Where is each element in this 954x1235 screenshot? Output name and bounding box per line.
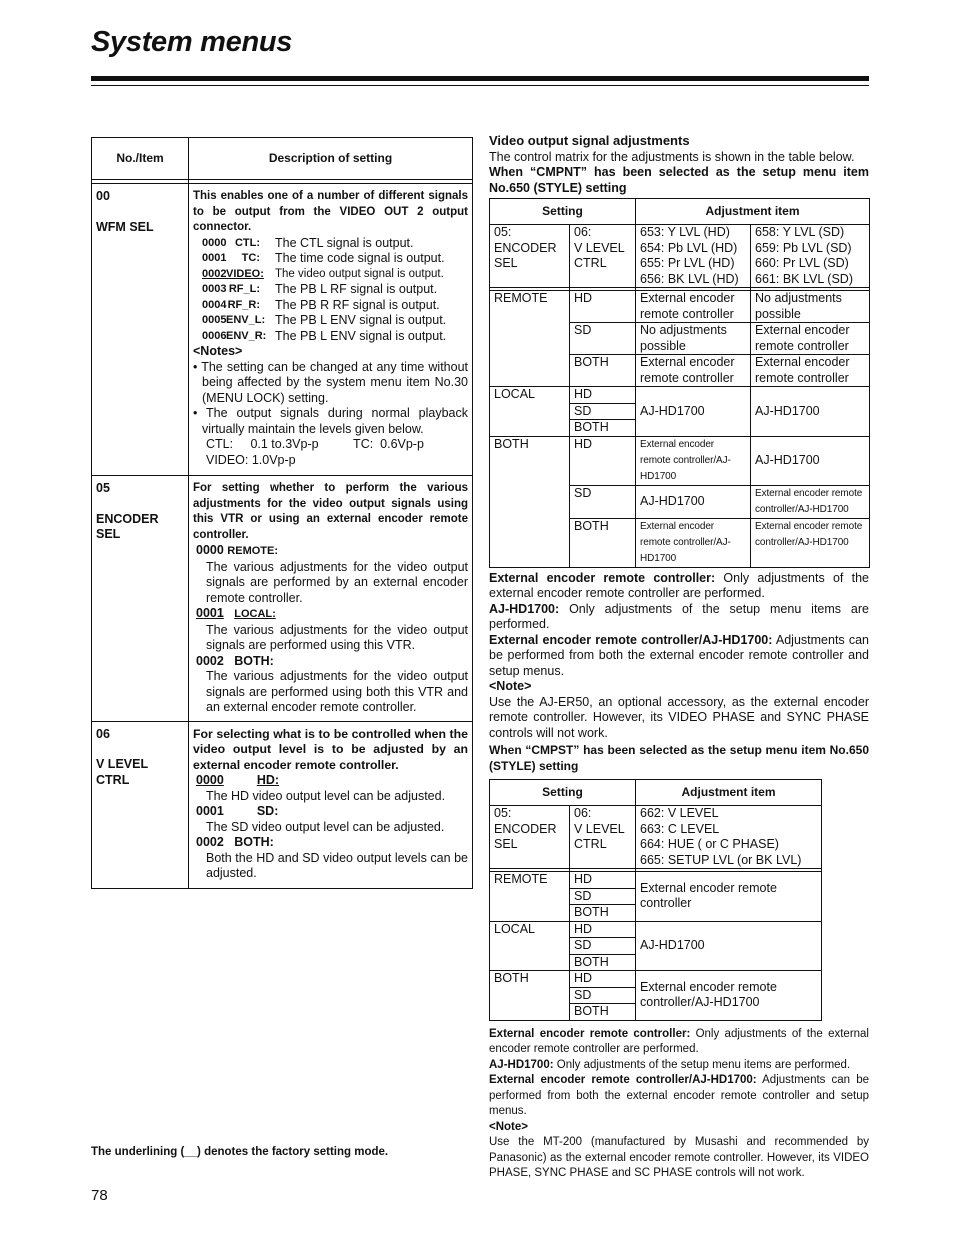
table-cell: AJ-HD1700 [751, 436, 870, 485]
note-text: Use the MT-200 (manufactured by Musashi and recommended by Panasonic) as the external encoder remote controller. However, its VIDEO PHASE, SYNC PHASE and SC PHASE controls will not work. [489, 1136, 869, 1179]
option-line: 0005 ENV_L: The PB L ENV signal is output. [202, 313, 447, 327]
col-setting: Setting [490, 780, 636, 806]
option-desc: The various adjustments for the video output signals are performed by an external encoder remote controller. [206, 559, 468, 605]
right-column [489, 133, 869, 1182]
both-label: BOTH [570, 518, 636, 567]
local-label: LOCAL [490, 387, 570, 437]
note-paragraph: External encoder remote controller: Only adjustments of the external encoder remote controller are performed. [489, 1027, 869, 1055]
v-level-ctrl-label: 06: V LEVEL CTRL [570, 225, 636, 288]
item-number: 05 [96, 481, 110, 495]
table-cell: AJ-HD1700 [636, 387, 751, 437]
item-number: 00 [96, 189, 110, 203]
hd-label: HD [570, 387, 636, 404]
option-heading: 0001 SD: [196, 804, 279, 818]
table-cell: External encoder remote controller/AJ-HD1700 [636, 436, 751, 485]
both-label: BOTH [570, 905, 636, 922]
remote-label: REMOTE [490, 872, 570, 922]
col-setting: Setting [490, 199, 636, 225]
table-cell: External encoder remote controller/AJ-HD1700 [636, 971, 822, 1021]
table-cell: AJ-HD1700 [636, 921, 822, 971]
footnote: The underlining (__) denotes the factory setting mode. [91, 1146, 389, 1158]
note-text: Use the AJ-ER50, an optional accessory, as the external encoder remote controller. However, its VIDEO PHASE and SYNC PHASE controls will not work. [489, 694, 869, 740]
table-cell: External encoder remote controller [751, 323, 870, 355]
option-heading: 0001 LOCAL: [196, 606, 276, 620]
table-cell: External encoder remote controller/AJ-HD1700 [636, 518, 751, 567]
table-cell: AJ-HD1700 [636, 485, 751, 518]
encoder-sel-label: 05: ENCODER SEL [490, 806, 570, 869]
note-bullet: • The output signals during normal playback virtually maintain the levels given below. [193, 406, 468, 436]
hd-label: HD [570, 971, 636, 988]
option-heading: 0000 HD: [196, 773, 280, 787]
levels-line: CTL: 0.1 to.3Vp-p TC: 0.6Vp-p [206, 437, 424, 451]
table-cell: External encoder remote controller [636, 872, 822, 922]
option-heading: 0000 REMOTE: [196, 543, 279, 557]
both-setting-label: BOTH [490, 436, 570, 567]
option-line: 0003 RF_L: The PB L RF signal is output. [202, 282, 438, 296]
note-heading: <Note> [489, 1120, 528, 1133]
both-label: BOTH [570, 954, 636, 971]
table-cell: No adjustments possible [636, 323, 751, 355]
note-paragraph: AJ-HD1700: Only adjustments of the setup menu items are performed. [489, 1058, 851, 1071]
note-paragraph: AJ-HD1700: Only adjustments of the setup menu items are performed. [489, 601, 869, 631]
item-number: 06 [96, 726, 110, 741]
section-heading: Video output signal adjustments [489, 133, 690, 148]
cmpst-items: 662: V LEVEL 663: C LEVEL 664: HUE ( or C PHASE) 665: SETUP LVL (or BK LVL) [636, 806, 822, 869]
sd-label: SD [570, 987, 636, 1004]
sd-label: SD [570, 403, 636, 420]
page-number: 78 [91, 1187, 108, 1204]
levels-line: VIDEO: 1.0Vp-p [206, 452, 296, 467]
local-label: LOCAL [490, 921, 570, 971]
note-paragraph: External encoder remote controller: Only adjustments of the external encoder remote controller are performed. [489, 570, 869, 600]
v-level-ctrl-label: 06: V LEVEL CTRL [570, 806, 636, 869]
table-cell: External encoder remote controller/AJ-HD1700 [751, 518, 870, 567]
settings-table [91, 137, 473, 889]
note-paragraph: External encoder remote controller/AJ-HD1700: Adjustments can be performed from both the external encoder remote controller and setup menus. [489, 632, 869, 678]
section-intro: The control matrix for the adjustments is shown in the table below. [489, 149, 855, 164]
note-paragraph: External encoder remote controller/AJ-HD1700: Adjustments can be performed from both the external encoder remote controller and setup menus. [489, 1074, 869, 1117]
table-row [92, 476, 473, 722]
page-title: System menus [91, 26, 293, 58]
title-rule-thin [91, 85, 869, 86]
note-bullet: • The setting can be changed at any time without being affected by the system menu item No.30 (MENU LOCK) setting. [193, 359, 468, 405]
sd-items: 658: Y LVL (SD) 659: Pb LVL (SD) 660: Pr LVL (SD) 661: BK LVL (SD) [751, 225, 870, 288]
table-cell: External encoder remote controller [636, 355, 751, 387]
encoder-sel-label: 05: ENCODER SEL [490, 225, 570, 288]
hd-items: 653: Y LVL (HD) 654: Pb LVL (HD) 655: Pr LVL (HD) 656: BK LVL (HD) [636, 225, 751, 288]
table-cell: External encoder remote controller [751, 355, 870, 387]
option-line: 0006 ENV_R: The PB L ENV signal is output. [202, 328, 447, 343]
table-cell: External encoder remote controller/AJ-HD1700 [751, 485, 870, 518]
table-cell: AJ-HD1700 [751, 387, 870, 437]
table-row [92, 721, 473, 888]
option-line: 0002 VIDEO: The video output signal is output. [202, 267, 444, 280]
sd-label: SD [570, 888, 636, 905]
item-name: ENCODER SEL [96, 511, 159, 541]
hd-label: HD [570, 291, 636, 323]
hd-label: HD [570, 921, 636, 938]
col-adjust: Adjustment item [636, 199, 870, 225]
remote-label: REMOTE [490, 291, 570, 387]
both-label: BOTH [570, 420, 636, 437]
option-line: 0004 RF_R: The PB R RF signal is output. [202, 297, 440, 312]
option-desc: Both the HD and SD video output levels can be adjusted. [206, 850, 468, 880]
both-label: BOTH [570, 1004, 636, 1021]
cmpst-matrix-table [489, 779, 822, 1021]
item-intro: This enables one of a number of different signals to be output from the VIDEO OUT 2 output connector. [193, 190, 468, 233]
sd-label: SD [570, 485, 636, 518]
option-heading: 0002 BOTH: [196, 653, 274, 668]
hd-label: HD [570, 436, 636, 485]
option-line: 0000 CTL: The CTL signal is output. [202, 235, 414, 250]
cmpnt-matrix-table [489, 198, 870, 568]
note-heading: <Note> [489, 679, 532, 693]
option-line: 0001 TC: The time code signal is output. [202, 251, 445, 265]
cmpnt-heading: When “CMPNT” has been selected as the setup menu item No.650 (STYLE) setting [489, 165, 869, 195]
item-name: WFM SEL [96, 219, 154, 234]
option-desc: The various adjustments for the video output signals are performed using this VTR. [206, 622, 468, 652]
table-cell: External encoder remote controller [636, 291, 751, 323]
notes-heading: <Notes> [193, 344, 243, 358]
option-desc: The SD video output level can be adjusted. [206, 819, 445, 834]
title-rule-thick [91, 76, 869, 81]
col-adjust: Adjustment item [636, 780, 822, 806]
table-cell: No adjustments possible [751, 291, 870, 323]
cmpst-heading: When “CMPST” has been selected as the setup menu item No.650 (STYLE) setting [489, 743, 869, 773]
col-header-item: No./Item [92, 138, 189, 180]
option-desc: The various adjustments for the video output signals are performed using both this VTR and an external encoder remote controller. [206, 669, 468, 714]
sd-label: SD [570, 938, 636, 955]
hd-label: HD [570, 872, 636, 889]
col-header-desc: Description of setting [189, 138, 473, 180]
item-name: V LEVEL CTRL [96, 757, 148, 787]
option-heading: 0002 BOTH: [196, 835, 274, 849]
both-label: BOTH [570, 355, 636, 387]
sd-label: SD [570, 323, 636, 355]
item-intro: For setting whether to perform the various adjustments for the video output signals using this VTR or using an external encoder remote controller. [193, 482, 468, 541]
item-intro: For selecting what is to be controlled when the video output level is to be adjusted by an external encoder remote controller. [193, 726, 468, 772]
both-setting-label: BOTH [490, 971, 570, 1021]
table-row [92, 184, 473, 476]
option-desc: The HD video output level can be adjusted. [206, 788, 446, 803]
